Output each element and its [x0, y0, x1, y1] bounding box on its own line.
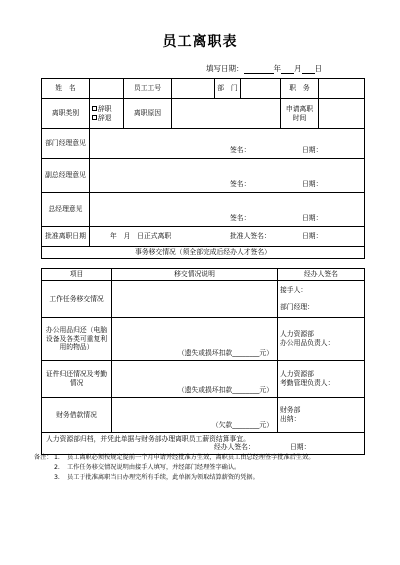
handover-handler[interactable]	[278, 281, 365, 318]
name-field[interactable]	[90, 79, 124, 99]
approval-field[interactable]	[90, 159, 365, 193]
fill-year-field[interactable]	[244, 66, 274, 74]
approval-field[interactable]	[90, 129, 365, 159]
fill-month-label: 月	[294, 64, 302, 73]
employee-id-field[interactable]	[172, 79, 215, 99]
handler-a: 人力资源部	[280, 330, 314, 339]
final-sign-label: 经办人签名：	[214, 443, 255, 452]
final-date-label: 日期：	[290, 443, 311, 452]
header-row	[42, 79, 365, 99]
position-label: 职 务	[281, 79, 319, 99]
approval-row-deputy-gm	[42, 159, 365, 193]
approval-label: 总经理意见	[42, 193, 90, 227]
note-text: 员工于批准离职当日办理完所有手续，此单据为领取结算薪资的凭据。	[67, 474, 259, 481]
department-label: 部 门	[215, 79, 241, 99]
approve-date-row	[42, 227, 365, 247]
col-desc: 移交情况说明	[112, 269, 278, 281]
handler-a: 人力资源部	[280, 370, 314, 379]
handover-desc-field[interactable]	[112, 398, 278, 433]
approval-date-label: 日期：	[302, 146, 323, 155]
handler-b: 考勤管理负责人：	[280, 379, 335, 387]
notes-label: 备注：	[34, 454, 53, 461]
form-title: 员工离职表	[162, 34, 238, 50]
request-time-field[interactable]	[319, 99, 365, 129]
note-text: 员工离职必须按规定提前一个月申请并经批准方生效，离职员工由总经理签字批准后生效。	[67, 454, 315, 461]
final-row	[42, 433, 365, 455]
approve-date-label: 批准离职日期	[42, 227, 90, 247]
handover-col-header-row	[42, 269, 365, 281]
deduction-note: （遗失或损坏扣款________元）	[177, 349, 273, 358]
option-resign[interactable]	[92, 105, 121, 114]
final-text: 人力资源部归档，并凭此单据与财务部办理离职员工薪资结算事宜。	[46, 435, 250, 443]
handover-desc-field[interactable]	[112, 318, 278, 361]
employee-id-label: 员工工号	[124, 79, 172, 99]
approve-date-date-label: 日期：	[302, 232, 323, 240]
approval-row-dept-manager	[42, 129, 365, 159]
fill-day-field[interactable]	[302, 66, 315, 74]
handler-b: 办公用品负责人：	[280, 339, 335, 347]
approve-date-field[interactable]	[90, 227, 365, 247]
approval-sign-label: 签名：	[230, 146, 251, 155]
note-number: 2.	[54, 464, 60, 471]
separation-row	[42, 99, 365, 129]
separation-type-label: 离职类别	[42, 99, 90, 129]
col-item: 项目	[42, 269, 112, 281]
handover-item: 财务借款情况	[42, 398, 112, 433]
handover-header: 事务移交情况（须全部完成后经办人才签名）	[42, 247, 365, 259]
separation-type-options	[90, 99, 124, 129]
handover-desc-field[interactable]	[112, 281, 278, 318]
approval-sign-label: 签名：	[230, 214, 251, 223]
note-number: 1.	[54, 454, 60, 461]
option-dismiss[interactable]	[92, 114, 121, 123]
note-item	[34, 463, 374, 473]
name-label: 姓 名	[42, 79, 90, 99]
department-field[interactable]	[241, 79, 281, 99]
approval-date-label: 日期：	[302, 180, 323, 189]
approval-sign-label: 签名：	[230, 180, 251, 189]
handover-row-work	[42, 281, 365, 318]
resign-label: 辞职	[98, 104, 112, 113]
note-item	[34, 453, 374, 463]
final-cell[interactable]	[42, 433, 365, 455]
dismiss-checkbox[interactable]	[92, 115, 97, 120]
approval-row-gm	[42, 193, 365, 227]
handover-handler[interactable]	[278, 398, 365, 433]
position-field[interactable]	[319, 79, 365, 99]
handover-item: 工作任务移交情况	[42, 281, 112, 318]
approval-field[interactable]	[90, 193, 365, 227]
separation-reason-field[interactable]	[172, 99, 281, 129]
handover-desc-field[interactable]	[112, 361, 278, 398]
handover-handler[interactable]	[278, 318, 365, 361]
approve-date-text: 年 月 日正式离职	[110, 232, 172, 240]
deduction-note: （遗失或损坏扣款________元）	[177, 386, 273, 395]
col-handler: 经办人签名	[278, 269, 365, 281]
handler-a: 接手人：	[280, 286, 308, 295]
handover-row-finance	[42, 398, 365, 433]
handover-table	[41, 268, 365, 455]
fill-day-label: 日	[314, 64, 322, 73]
fill-date	[206, 63, 322, 74]
handover-row-documents	[42, 361, 365, 398]
approval-date-label: 日期：	[302, 214, 323, 223]
fill-year-label: 年	[273, 64, 281, 73]
handover-header-row	[42, 247, 365, 259]
request-time-label: 申请离职时间	[281, 99, 319, 129]
approval-label: 副总经理意见	[42, 159, 90, 193]
handover-item: 办公用品归还（电脑设备及各类可重复利用的物品）	[42, 318, 112, 361]
dismiss-label: 辞退	[98, 113, 112, 122]
approver-sign-label: 批准人签名：	[230, 232, 271, 240]
handover-row-office	[42, 318, 365, 361]
note-item	[34, 473, 374, 483]
fill-month-field[interactable]	[281, 66, 294, 74]
handler-a: 财务部	[280, 406, 301, 415]
note-text: 工作任务移交情况说明由接手人填写，并经部门经理签字确认。	[67, 464, 241, 471]
debt-note: （欠款________元）	[211, 421, 273, 430]
separation-reason-label: 离职原因	[124, 99, 172, 129]
separation-form-table	[41, 78, 365, 259]
note-number: 3.	[54, 474, 60, 481]
fill-date-label: 填写日期：	[206, 64, 244, 73]
resign-checkbox[interactable]	[92, 106, 97, 111]
approval-label: 部门经理意见	[42, 129, 90, 159]
handler-b: 部门经理：	[280, 303, 314, 311]
handler-b: 出纳：	[280, 415, 301, 423]
handover-item: 证件归还情况及考勤情况	[42, 361, 112, 398]
notes	[34, 453, 374, 483]
handover-handler[interactable]	[278, 361, 365, 398]
